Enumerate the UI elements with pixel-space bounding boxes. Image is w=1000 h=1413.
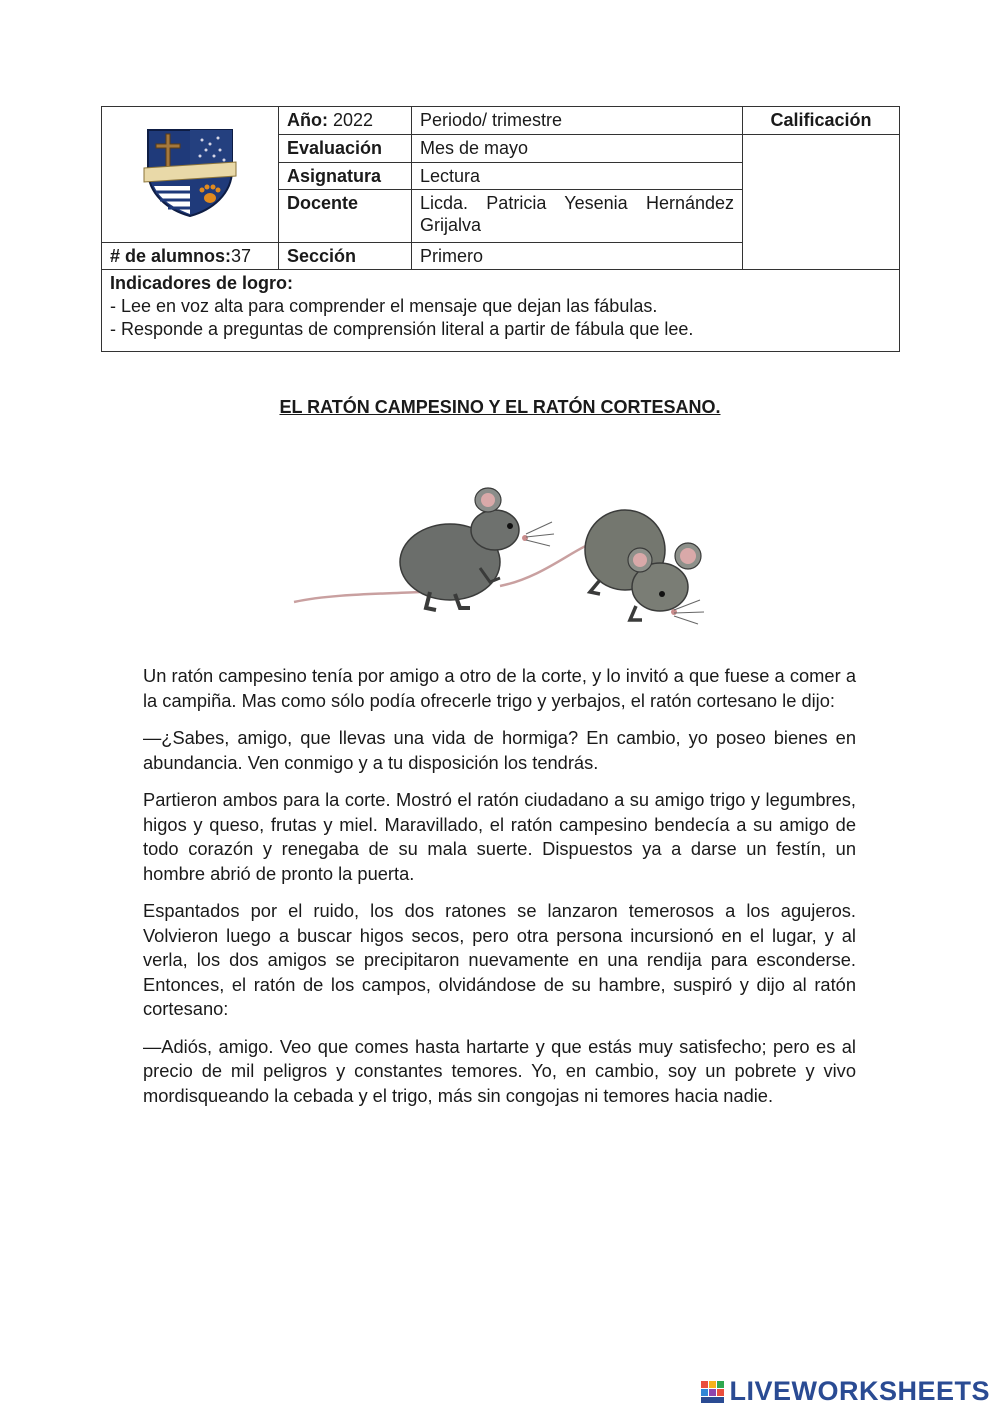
year-label: Año: bbox=[287, 110, 328, 130]
year-cell bbox=[279, 107, 412, 135]
section-label: Sección bbox=[279, 243, 412, 270]
grade-value-cell bbox=[743, 135, 900, 270]
evaluation-label: Evaluación bbox=[279, 135, 412, 163]
year-value: 2022 bbox=[333, 110, 374, 130]
section-value: Primero bbox=[412, 243, 743, 270]
subject-label: Asignatura bbox=[279, 163, 412, 190]
story-paragraph: —Adiós, amigo. Veo que comes hasta hartarte y que estás muy satisfecho; pero es al precio de mil peligros y constantes temores. Yo, en cambio, soy un pobrete y vivo mordisqueando la cebada y el trigo, más sin congojas ni temores hacia nadie. bbox=[143, 1035, 856, 1106]
story-paragraph: Partieron ambos para la corte. Mostró el ratón ciudadano a su amigo trigo y legumbres, higos y queso, frutas y miel. Maravillado, el ratón campesino bendecía a su amigo de todo corazón y renegaba de su mala suerte. Dispuestos ya a darse un festín, un hombre abrió de pronto la puerta. bbox=[143, 789, 856, 884]
indicators-cell bbox=[102, 270, 900, 352]
two-mice-illustration bbox=[290, 482, 720, 632]
story-paragraph: Espantados por el ruido, los dos ratones se lanzaron temerosos a los agujeros. Volvieron luego a buscar higos secos, pero otra persona incursionó en el lugar, y al verla, los dos amigos se precipitaron nuevamente en una rendija para esconderse. Entonces, el ratón de los campos, olvidándose de su hambre, suspiró y dijo al ratón cortesano: bbox=[143, 900, 856, 1019]
story-text bbox=[143, 664, 856, 1121]
teacher-label: Docente bbox=[279, 190, 412, 243]
teacher-value: Licda. Patricia Yesenia Hernández Grijalva bbox=[412, 190, 743, 243]
story-paragraph: —¿Sabes, amigo, que llevas una vida de hormiga? En cambio, yo poseo bienes en abundancia. Ven conmigo y a tu disposición los tendrás. bbox=[143, 727, 856, 773]
students-value: 37 bbox=[231, 246, 252, 266]
subject-value: Lectura bbox=[412, 163, 743, 190]
brand-name: LIVEWORKSHEETS bbox=[729, 1376, 990, 1406]
students-cell bbox=[102, 243, 279, 270]
indicator-item: - Lee en voz alta para comprender el mensaje que dejan las fábulas. bbox=[110, 296, 658, 316]
evaluation-value: Mes de mayo bbox=[412, 135, 743, 163]
period-cell: Periodo/ trimestre bbox=[412, 107, 743, 135]
school-crest-icon bbox=[140, 124, 240, 220]
liveworksheets-logo-icon bbox=[701, 1381, 725, 1403]
indicators-title: Indicadores de logro: bbox=[110, 273, 294, 293]
story-title: EL RATÓN CAMPESINO Y EL RATÓN CORTESANO. bbox=[279, 397, 721, 417]
grade-label: Calificación bbox=[743, 107, 900, 135]
right-mouse-icon bbox=[500, 510, 704, 624]
liveworksheets-brand[interactable] bbox=[701, 1376, 990, 1407]
header-table bbox=[101, 106, 900, 352]
school-logo-cell bbox=[102, 107, 279, 243]
story-paragraph: Un ratón campesino tenía por amigo a otro de la corte, y lo invitó a que fuese a comer a la campiña. Mas como sólo podía ofrecerle trigo y yerbajos, el ratón cortesano le dijo: bbox=[143, 665, 856, 711]
indicator-item: - Responde a preguntas de comprensión literal a partir de fábula que lee. bbox=[110, 319, 694, 339]
students-label: # de alumnos: bbox=[110, 246, 232, 266]
left-mouse-icon bbox=[294, 488, 554, 610]
